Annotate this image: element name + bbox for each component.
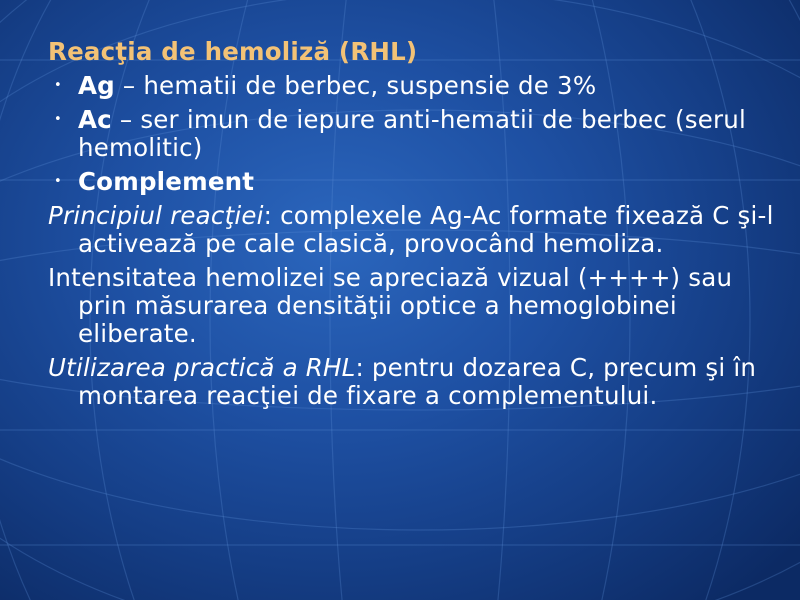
bullet-term: Ag: [78, 71, 115, 100]
principle-paragraph: [48, 202, 783, 258]
usage-label: Utilizarea practică a RHL: [48, 353, 356, 382]
principle-label: Principiul reacţiei: [48, 201, 264, 230]
intensity-text: Intensitatea hemolizei se apreciază vizual (++++) sau prin măsurarea densităţii optice a hemoglobinei eliberate.: [48, 263, 733, 348]
usage-paragraph: [48, 354, 783, 410]
bullet-dot-icon: •: [54, 78, 62, 93]
slide-content: [48, 38, 783, 416]
usage-text: : pentru dozarea C, precum şi în montarea reacţiei de fixare a complementului.: [78, 353, 757, 410]
bullet-text: – hematii de berbec, suspensie de 3%: [114, 71, 597, 100]
principle-text: : complexele Ag-Ac formate fixează C şi-l activează pe cale clasică, provocând hemoliza.: [78, 201, 774, 258]
slide-heading: Reacţia de hemoliză (RHL): [48, 37, 418, 66]
bullet-term: Complement: [78, 167, 255, 196]
bullet-text: – ser imun de iepure anti-hematii de berbec (serul hemolitic): [78, 105, 746, 162]
bullet-item: [48, 106, 783, 162]
bullet-dot-icon: •: [54, 174, 62, 189]
intensity-paragraph: [48, 264, 783, 348]
bullet-item: [48, 72, 783, 100]
bullet-term: Ac: [78, 105, 112, 134]
bullet-item: [48, 168, 783, 196]
bullet-dot-icon: •: [54, 112, 62, 127]
